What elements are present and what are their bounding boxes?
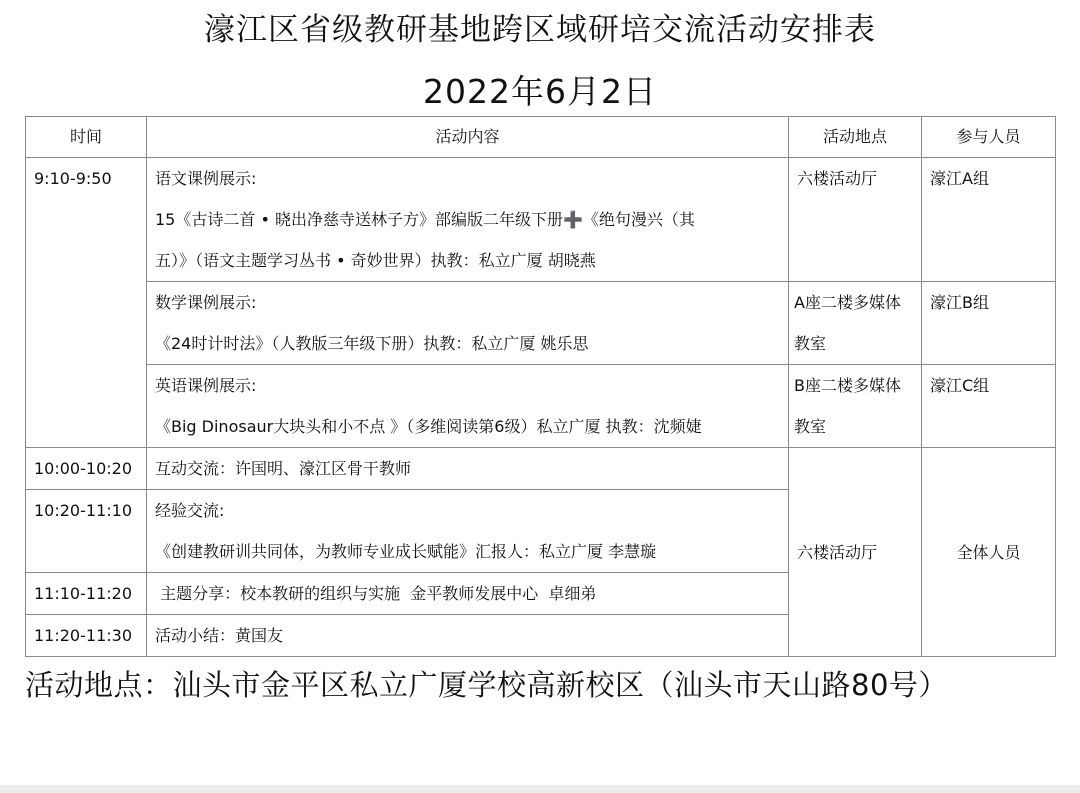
content-cell: [147, 158, 789, 282]
location-cell: [789, 365, 922, 448]
participants-text: 濠江C组: [930, 376, 990, 395]
location-cell: [789, 448, 922, 657]
location-cell: [789, 282, 922, 365]
content-line: 语文课例展示:: [155, 169, 257, 188]
content-line: 《Big Dinosaur大块头和小不点 》（多维阅读第6级）私立广厦 执教：沈频婕: [155, 417, 702, 436]
header-time: 时间: [26, 117, 147, 158]
time-cell: [26, 490, 147, 573]
participants-text: 濠江B组: [930, 293, 989, 312]
header-content: 活动内容: [147, 117, 789, 158]
content-line: 主题分享：校本教研的组织与实施 金平教师发展中心 卓细弟: [155, 584, 597, 603]
content-line: 《24时计时法》（人教版三年级下册）执教：私立广厦 姚乐思: [155, 334, 589, 353]
content-line: 英语课例展示:: [155, 376, 257, 395]
content-cell: [147, 573, 789, 615]
content-line: 五）》（语文主题学习丛书 • 奇妙世界）执教：私立广厦 胡晓燕: [155, 251, 596, 270]
content-line: 活动小结：黄国友: [155, 626, 284, 645]
time-text: 9:10-9:50: [34, 169, 112, 188]
time-cell: [26, 573, 147, 615]
participants-cell: [922, 365, 1056, 448]
content-line: 经验交流:: [155, 501, 225, 520]
content-line: 互动交流：许国明、濠江区骨干教师: [155, 459, 412, 478]
participants-text: 濠江A组: [930, 169, 989, 188]
time-text: 11:20-11:30: [34, 626, 132, 645]
header-location: 活动地点: [789, 117, 922, 158]
content-cell: [147, 365, 789, 448]
location-text: 六楼活动厅: [797, 542, 878, 562]
table-row: [26, 158, 1056, 282]
participants-cell: [922, 282, 1056, 365]
time-cell: [26, 158, 147, 448]
location-text: 教室: [794, 417, 827, 436]
table-header-row: [26, 117, 1056, 158]
bottom-bar: [0, 785, 1080, 793]
location-text: B座二楼多媒体: [794, 376, 901, 395]
plus-icon: ➕: [562, 210, 583, 229]
time-cell: [26, 615, 147, 657]
content-cell: [147, 282, 789, 365]
header-participants: 参与人员: [922, 117, 1056, 158]
participants-text: 全体人员: [956, 542, 1021, 562]
location-cell: [789, 158, 922, 282]
participants-cell: [922, 158, 1056, 282]
time-text: 10:20-11:10: [34, 501, 132, 520]
schedule-table: [25, 116, 1056, 657]
venue-note: 活动地点：汕头市金平区私立广厦学校高新校区（汕头市天山路80号）: [25, 668, 948, 702]
time-text: 10:00-10:20: [34, 459, 132, 478]
page-title: 濠江区省级教研基地跨区域研培交流活动安排表: [204, 12, 876, 48]
content-line: 数学课例展示:: [155, 293, 257, 312]
content-cell: [147, 615, 789, 657]
table-row: [26, 448, 1056, 490]
content-cell: [147, 490, 789, 573]
time-text: 11:10-11:20: [34, 584, 132, 603]
time-cell: [26, 448, 147, 490]
page-date: 2022年6月2日: [423, 72, 657, 111]
location-text: 六楼活动厅: [797, 169, 878, 188]
content-cell: [147, 448, 789, 490]
content-line: 《创建教研训共同体，为教师专业成长赋能》汇报人：私立广厦 李慧璇: [155, 542, 657, 561]
location-text: A座二楼多媒体: [794, 293, 901, 312]
location-text: 教室: [794, 334, 827, 353]
table-row: [26, 365, 1056, 448]
content-line: 15《古诗二首 • 晓出净慈寺送林子方》部编版二年级下册➕《绝句漫兴（其: [155, 210, 695, 229]
table-row: [26, 282, 1056, 365]
participants-cell: [922, 448, 1056, 657]
